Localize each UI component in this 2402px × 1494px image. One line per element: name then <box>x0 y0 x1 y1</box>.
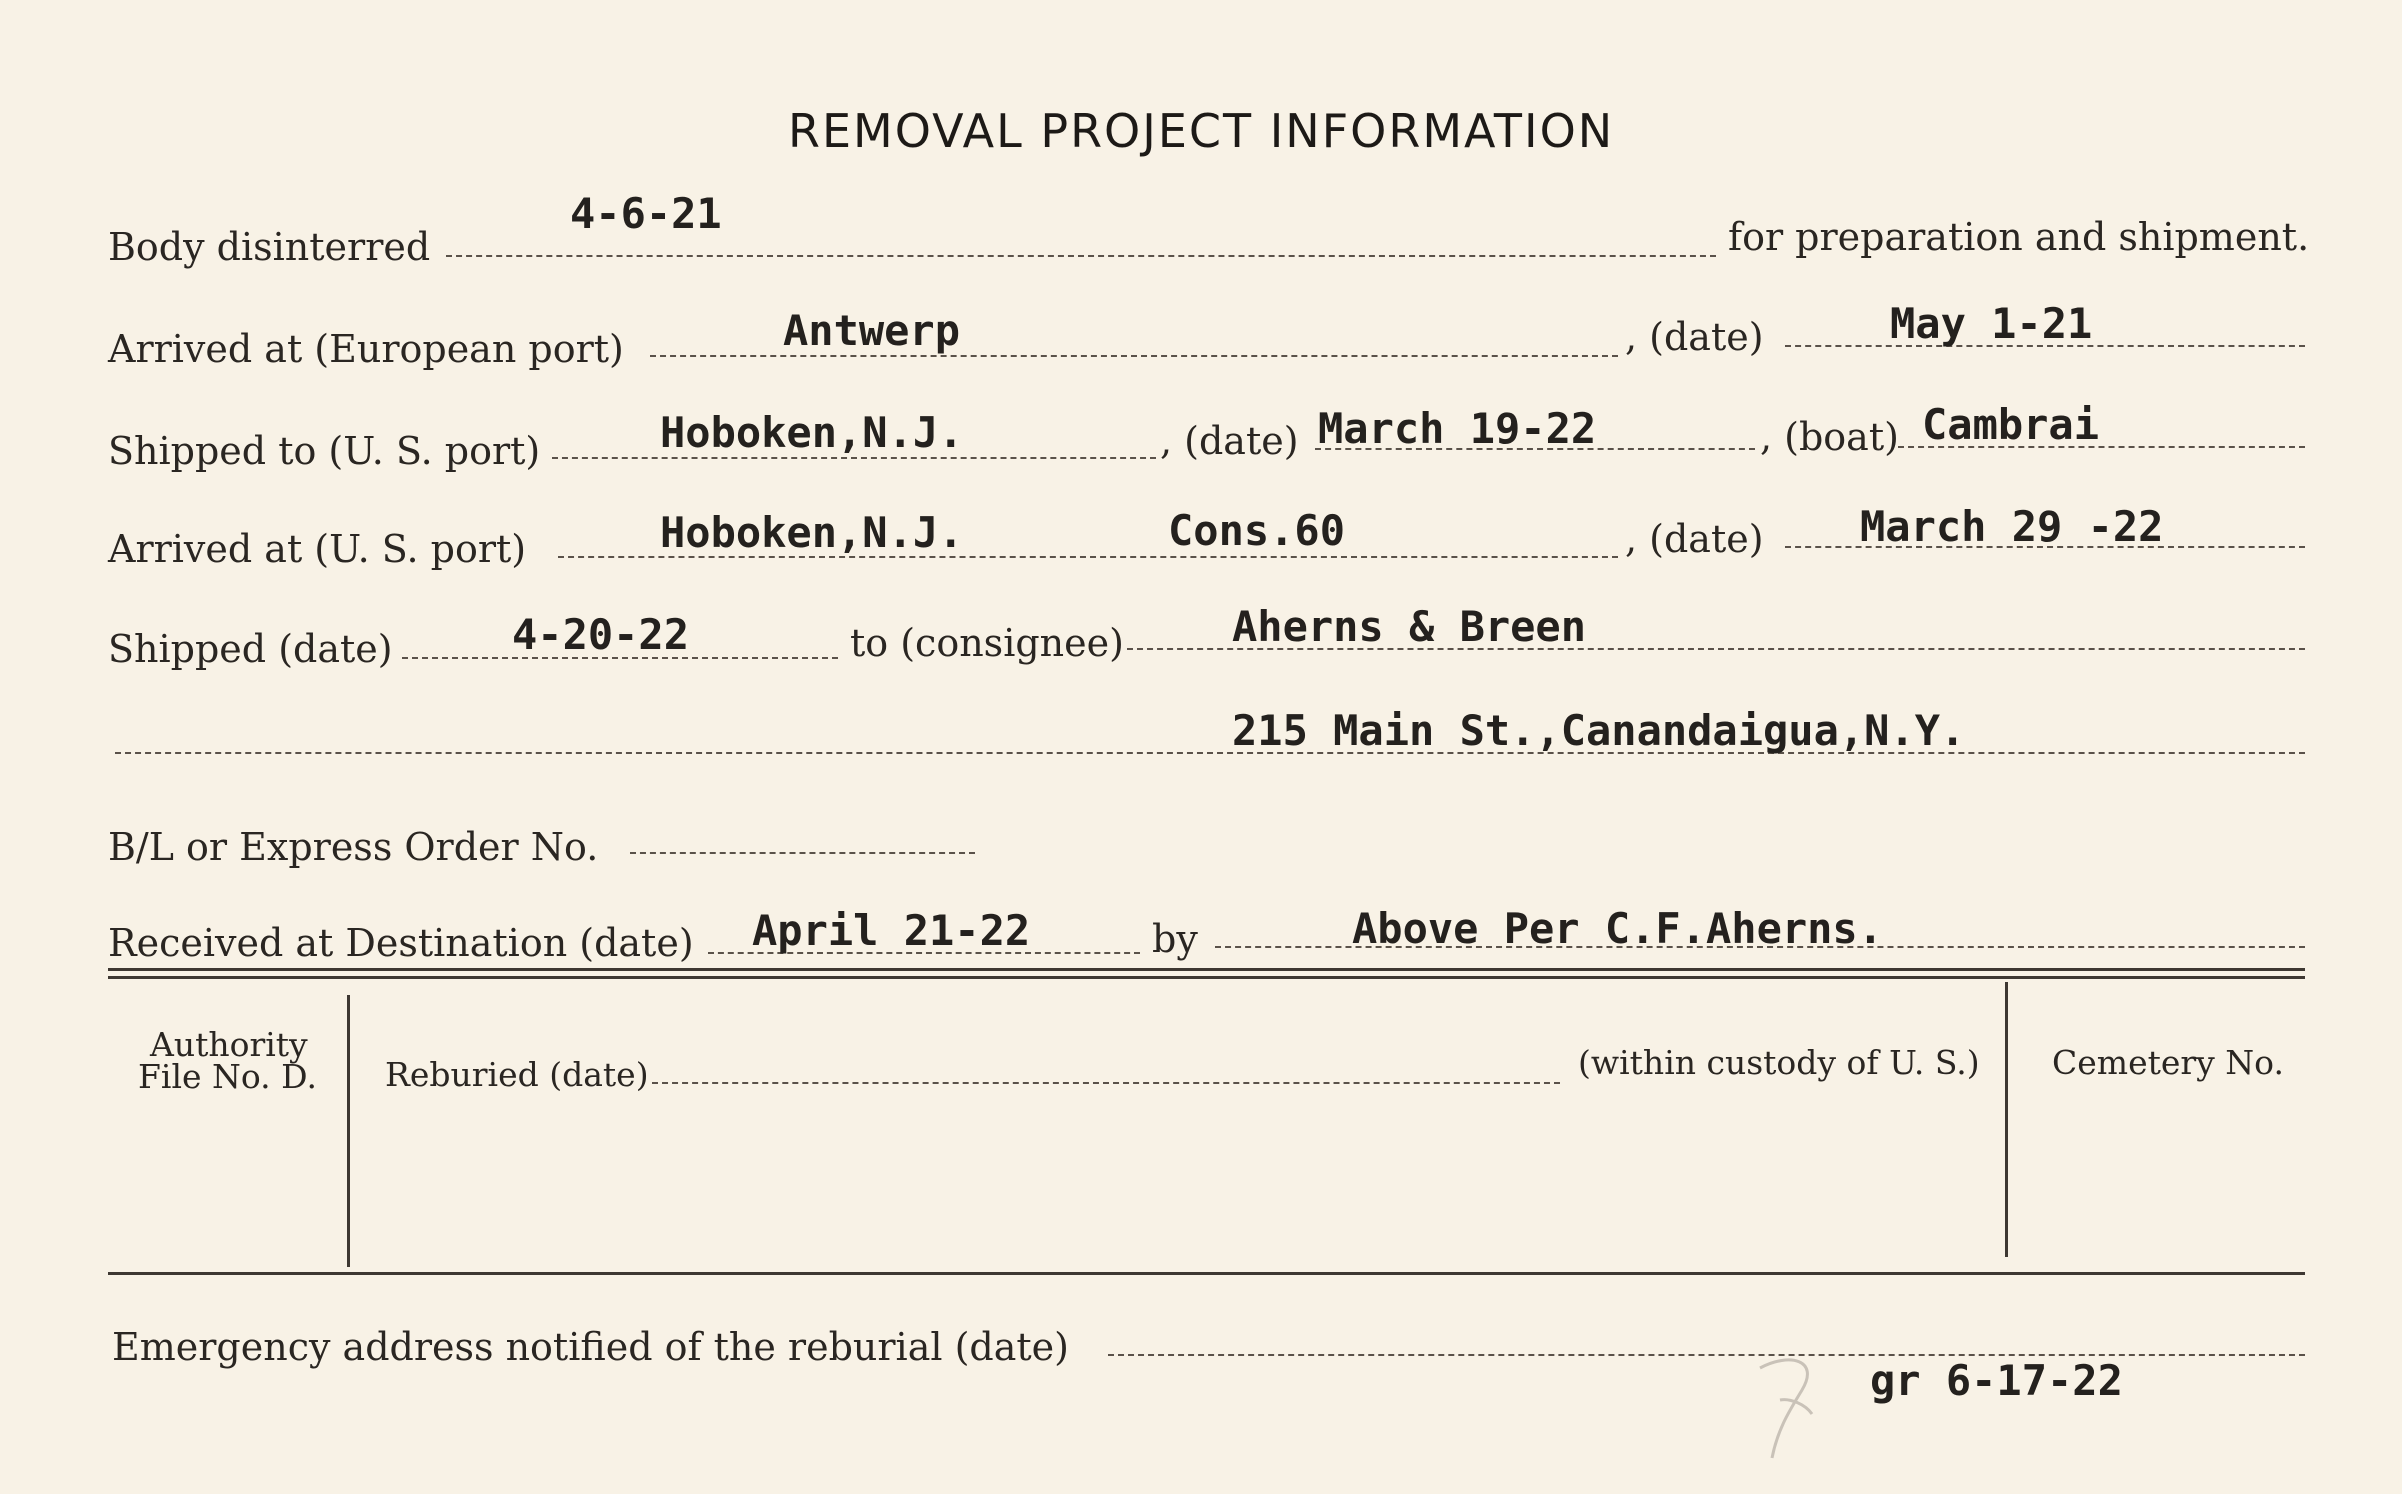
label-date-2: , (date) <box>1160 419 1299 463</box>
label-boat: , (boat) <box>1760 415 1899 459</box>
box-bottom-rule <box>108 1272 2305 1275</box>
label-received-destination: Received at Destination (date) <box>108 921 694 965</box>
box-divider-left <box>347 995 350 1267</box>
label-to-consignee: to (consignee) <box>850 621 1124 665</box>
box-top-rule-1 <box>108 968 2305 971</box>
label-within-custody: (within custody of U. S.) <box>1578 1043 1980 1082</box>
field-line-disinterred <box>446 255 1716 257</box>
field-line-european-port <box>650 355 1618 357</box>
label-shipped-date: Shipped (date) <box>108 627 393 671</box>
field-line-bl <box>630 852 975 854</box>
card-title: REMOVAL PROJECT INFORMATION <box>788 104 1615 158</box>
label-date-1: , (date) <box>1625 315 1764 359</box>
label-prep-shipment: for preparation and shipment. <box>1728 215 2310 259</box>
value-us-port-arrived: Hoboken,N.J. <box>660 508 964 557</box>
value-shipped-to-date: 4-20-22 <box>512 610 690 659</box>
field-line-address <box>115 752 2305 754</box>
value-boat: Cambrai <box>1922 400 2100 449</box>
label-body-disinterred: Body disinterred <box>108 225 431 269</box>
field-line-emergency-date <box>1108 1354 2305 1356</box>
pencil-mark <box>1750 1350 1840 1470</box>
label-shipped-us-port: Shipped to (U. S. port) <box>108 429 541 473</box>
value-emergency-date: gr 6-17-22 <box>1870 1356 2123 1405</box>
value-shipped-date: March 19-22 <box>1318 404 1597 453</box>
value-cons: Cons.60 <box>1168 506 1346 555</box>
label-arrived-us-port: Arrived at (U. S. port) <box>108 527 527 571</box>
value-disinterred-date: 4-6-21 <box>570 189 722 238</box>
label-authority: Authority <box>150 1025 308 1064</box>
field-line-reburied <box>652 1082 1560 1084</box>
value-european-date: May 1-21 <box>1890 299 2093 348</box>
label-by: by <box>1152 917 1198 961</box>
label-cemetery-no: Cemetery No. <box>2052 1043 2284 1082</box>
label-date-3: , (date) <box>1625 517 1764 561</box>
box-top-rule-2 <box>108 976 2305 979</box>
box-divider-right <box>2005 982 2008 1257</box>
field-line-us-port-shipped <box>552 457 1156 459</box>
value-arrived-date: March 29 -22 <box>1860 502 2164 551</box>
value-received-date: April 21-22 <box>752 906 1031 955</box>
value-consignee: Aherns & Breen <box>1232 602 1587 651</box>
label-emergency-address: Emergency address notified of the reburial (date) <box>112 1325 1069 1369</box>
value-us-port-shipped: Hoboken,N.J. <box>660 408 964 457</box>
label-reburied-date: Reburied (date) <box>385 1055 649 1094</box>
value-european-port: Antwerp <box>783 306 961 355</box>
label-file-no: File No. D. <box>138 1057 317 1096</box>
value-consignee-address: 215 Main St.,Canandaigua,N.Y. <box>1232 706 1966 755</box>
label-bl-express-order: B/L or Express Order No. <box>108 825 599 869</box>
value-received-by: Above Per C.F.Aherns. <box>1352 904 1884 953</box>
label-arrived-european-port: Arrived at (European port) <box>108 327 624 371</box>
